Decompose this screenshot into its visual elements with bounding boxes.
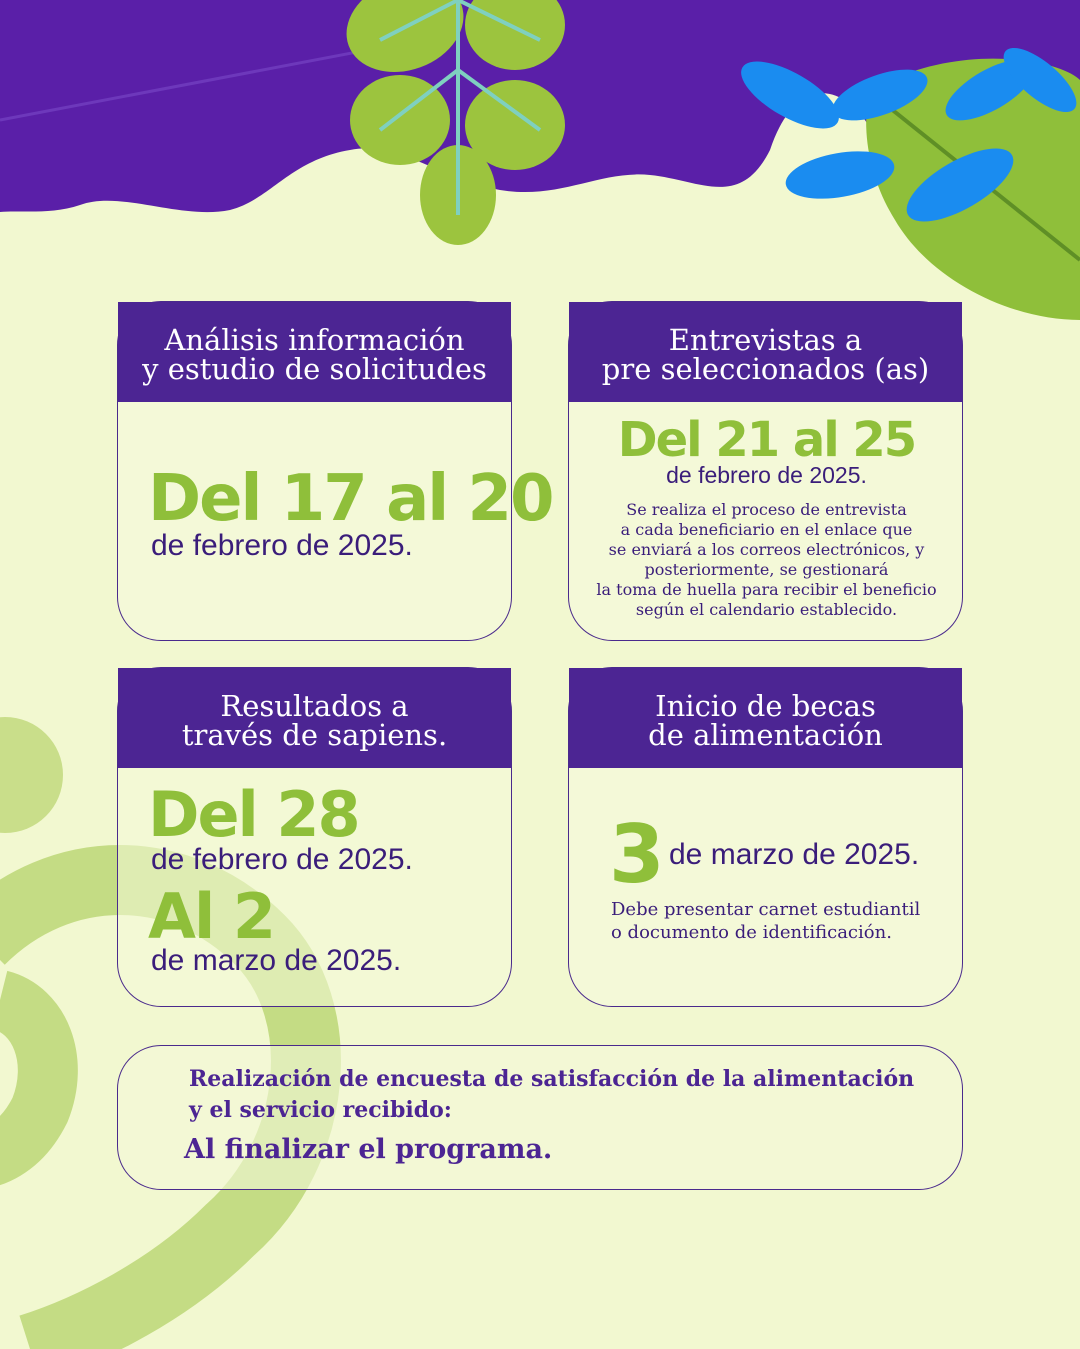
- note-line: la toma de huella para recibir el beneficio: [596, 580, 937, 599]
- card-entrevistas: [568, 301, 963, 641]
- survey-title-line1: Realización de encuesta de satisfacción de la alimentación: [189, 1066, 915, 1092]
- card-title-line2: de alimentación: [648, 718, 883, 752]
- card-header: [569, 302, 962, 402]
- card-inicio: [568, 667, 963, 1007]
- note-line: se enviará a los correos electrónicos, y: [608, 540, 925, 559]
- card-title-line2: y estudio de solicitudes: [142, 352, 487, 386]
- card-title-line1: Inicio de becas: [655, 689, 876, 723]
- card-title-line1: Análisis información: [164, 323, 465, 357]
- date-month: de febrero de 2025.: [666, 462, 867, 488]
- interview-note: [569, 500, 964, 620]
- card-header: [118, 302, 511, 402]
- from-date-month: de febrero de 2025.: [151, 843, 413, 876]
- card-title-line1: Resultados a: [220, 689, 409, 723]
- from-date-big: Del 28: [148, 778, 359, 851]
- to-date-big: Al 2: [148, 880, 274, 953]
- note-line: según el calendario establecido.: [635, 600, 898, 619]
- survey-title-line2: y el servicio recibido:: [189, 1097, 452, 1123]
- card-title-line1: Entrevistas a: [668, 323, 863, 357]
- note-line: a cada beneficiario en el enlace que: [620, 520, 913, 539]
- note-line: posteriormente, se gestionará: [644, 560, 889, 579]
- inicio-note: [611, 898, 920, 944]
- card-encuesta: [117, 1045, 963, 1190]
- note-line: Se realiza el proceso de entrevista: [626, 500, 907, 519]
- to-date-month: de marzo de 2025.: [151, 944, 402, 977]
- green-dot-shape: [0, 717, 63, 833]
- note-line: Debe presentar carnet estudiantil: [611, 899, 921, 920]
- survey-title: [189, 1064, 914, 1126]
- card-analisis: [117, 301, 553, 641]
- date-month: de marzo de 2025.: [669, 838, 920, 871]
- card-title-line2: pre seleccionados (as): [601, 352, 930, 386]
- note-line: o documento de identificación.: [611, 922, 892, 943]
- date-range-big: Del 21 al 25: [617, 412, 916, 468]
- card-title-line2: través de sapiens.: [181, 718, 448, 752]
- card-header: [569, 668, 962, 768]
- survey-when: Al finalizar el programa.: [184, 1134, 553, 1165]
- day-big: 3: [609, 808, 663, 901]
- date-range-big: Del 17 al 20: [148, 462, 553, 536]
- card-header: [118, 668, 511, 768]
- date-month: de febrero de 2025.: [151, 529, 413, 562]
- card-resultados: [117, 667, 512, 1007]
